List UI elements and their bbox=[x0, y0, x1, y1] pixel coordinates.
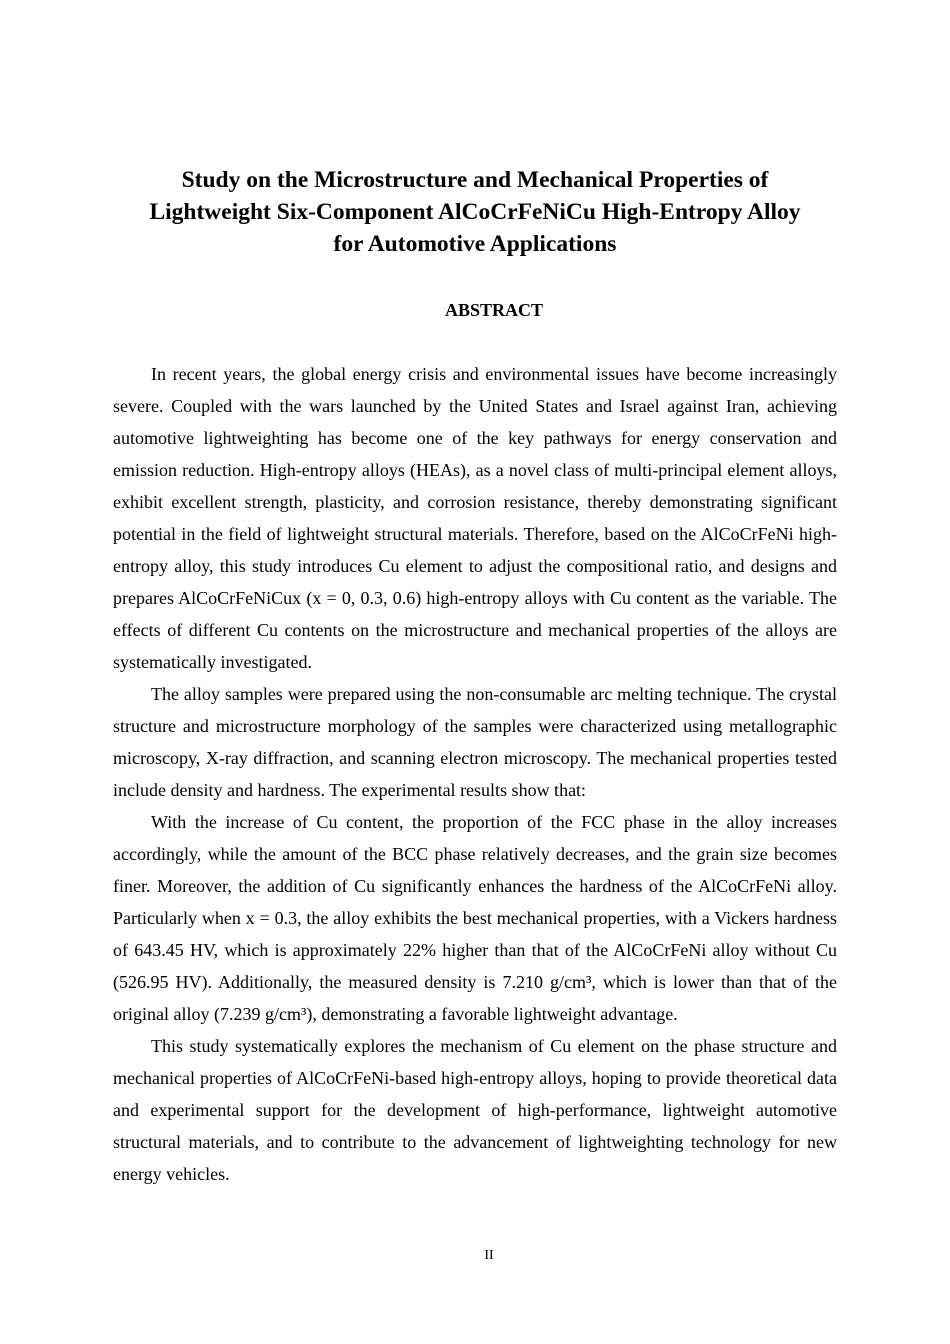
abstract-paragraph-2: The alloy samples were prepared using the non-consumable arc melting technique. The crystal structure and microstructure morphology of the samples were characterized using metallographic microscopy, X-ray diffraction, and scanning electron microscopy. The mechanical properties tested include density and hardness. The experimental results show that: bbox=[113, 684, 837, 800]
abstract-heading: ABSTRACT bbox=[444, 300, 544, 320]
title-line-3: for Automotive Applications bbox=[333, 231, 617, 257]
abstract-body bbox=[113, 358, 837, 1190]
abstract-paragraph-1: In recent years, the global energy crisis and environmental issues have become increasingly severe. Coupled with the wars launched by the United States and Israel against Iran, achieving automotive lightweighting has become one of the key pathways for energy conservation and emission reduction. High-entropy alloys (HEAs), as a novel class of multi-principal element alloys, exhibit excellent strength, plasticity, and corrosion resistance, thereby demonstrating significant potential in the field of lightweight structural materials. Therefore, based on the AlCoCrFeNi high-entropy alloy, this study introduces Cu element to adjust the compositional ratio, and designs and prepares AlCoCrFeNiCux (x = 0, 0.3, 0.6) high-entropy alloys with Cu content as the variable. The effects of different Cu contents on the microstructure and mechanical properties of the alloys are systematically investigated. bbox=[113, 364, 837, 672]
title-line-1: Study on the Microstructure and Mechanical Properties of bbox=[181, 167, 769, 193]
title-line-2: Lightweight Six-Component AlCoCrFeNiCu High-Entropy Alloy bbox=[149, 199, 801, 225]
document-title bbox=[100, 164, 850, 260]
abstract-paragraph-4: This study systematically explores the mechanism of Cu element on the phase structure and mechanical properties of AlCoCrFeNi-based high-entropy alloys, hoping to provide theoretical data and experimental support for the development of high-performance, lightweight automotive structural materials, and to contribute to the advancement of lightweighting technology for new energy vehicles. bbox=[113, 1036, 837, 1184]
abstract-paragraph-3: With the increase of Cu content, the proportion of the FCC phase in the alloy increases accordingly, while the amount of the BCC phase relatively decreases, and the grain size becomes finer. Moreover, the addition of Cu significantly enhances the hardness of the AlCoCrFeNi alloy. Particularly when x = 0.3, the alloy exhibits the best mechanical properties, with a Vickers hardness of 643.45 HV, which is approximately 22% higher than that of the AlCoCrFeNi alloy without Cu (526.95 HV). Additionally, the measured density is 7.210 g/cm³, which is lower than that of the original alloy (7.239 g/cm³), demonstrating a favorable lightweight advantage. bbox=[113, 812, 837, 1024]
page-number: II bbox=[484, 1248, 494, 1263]
